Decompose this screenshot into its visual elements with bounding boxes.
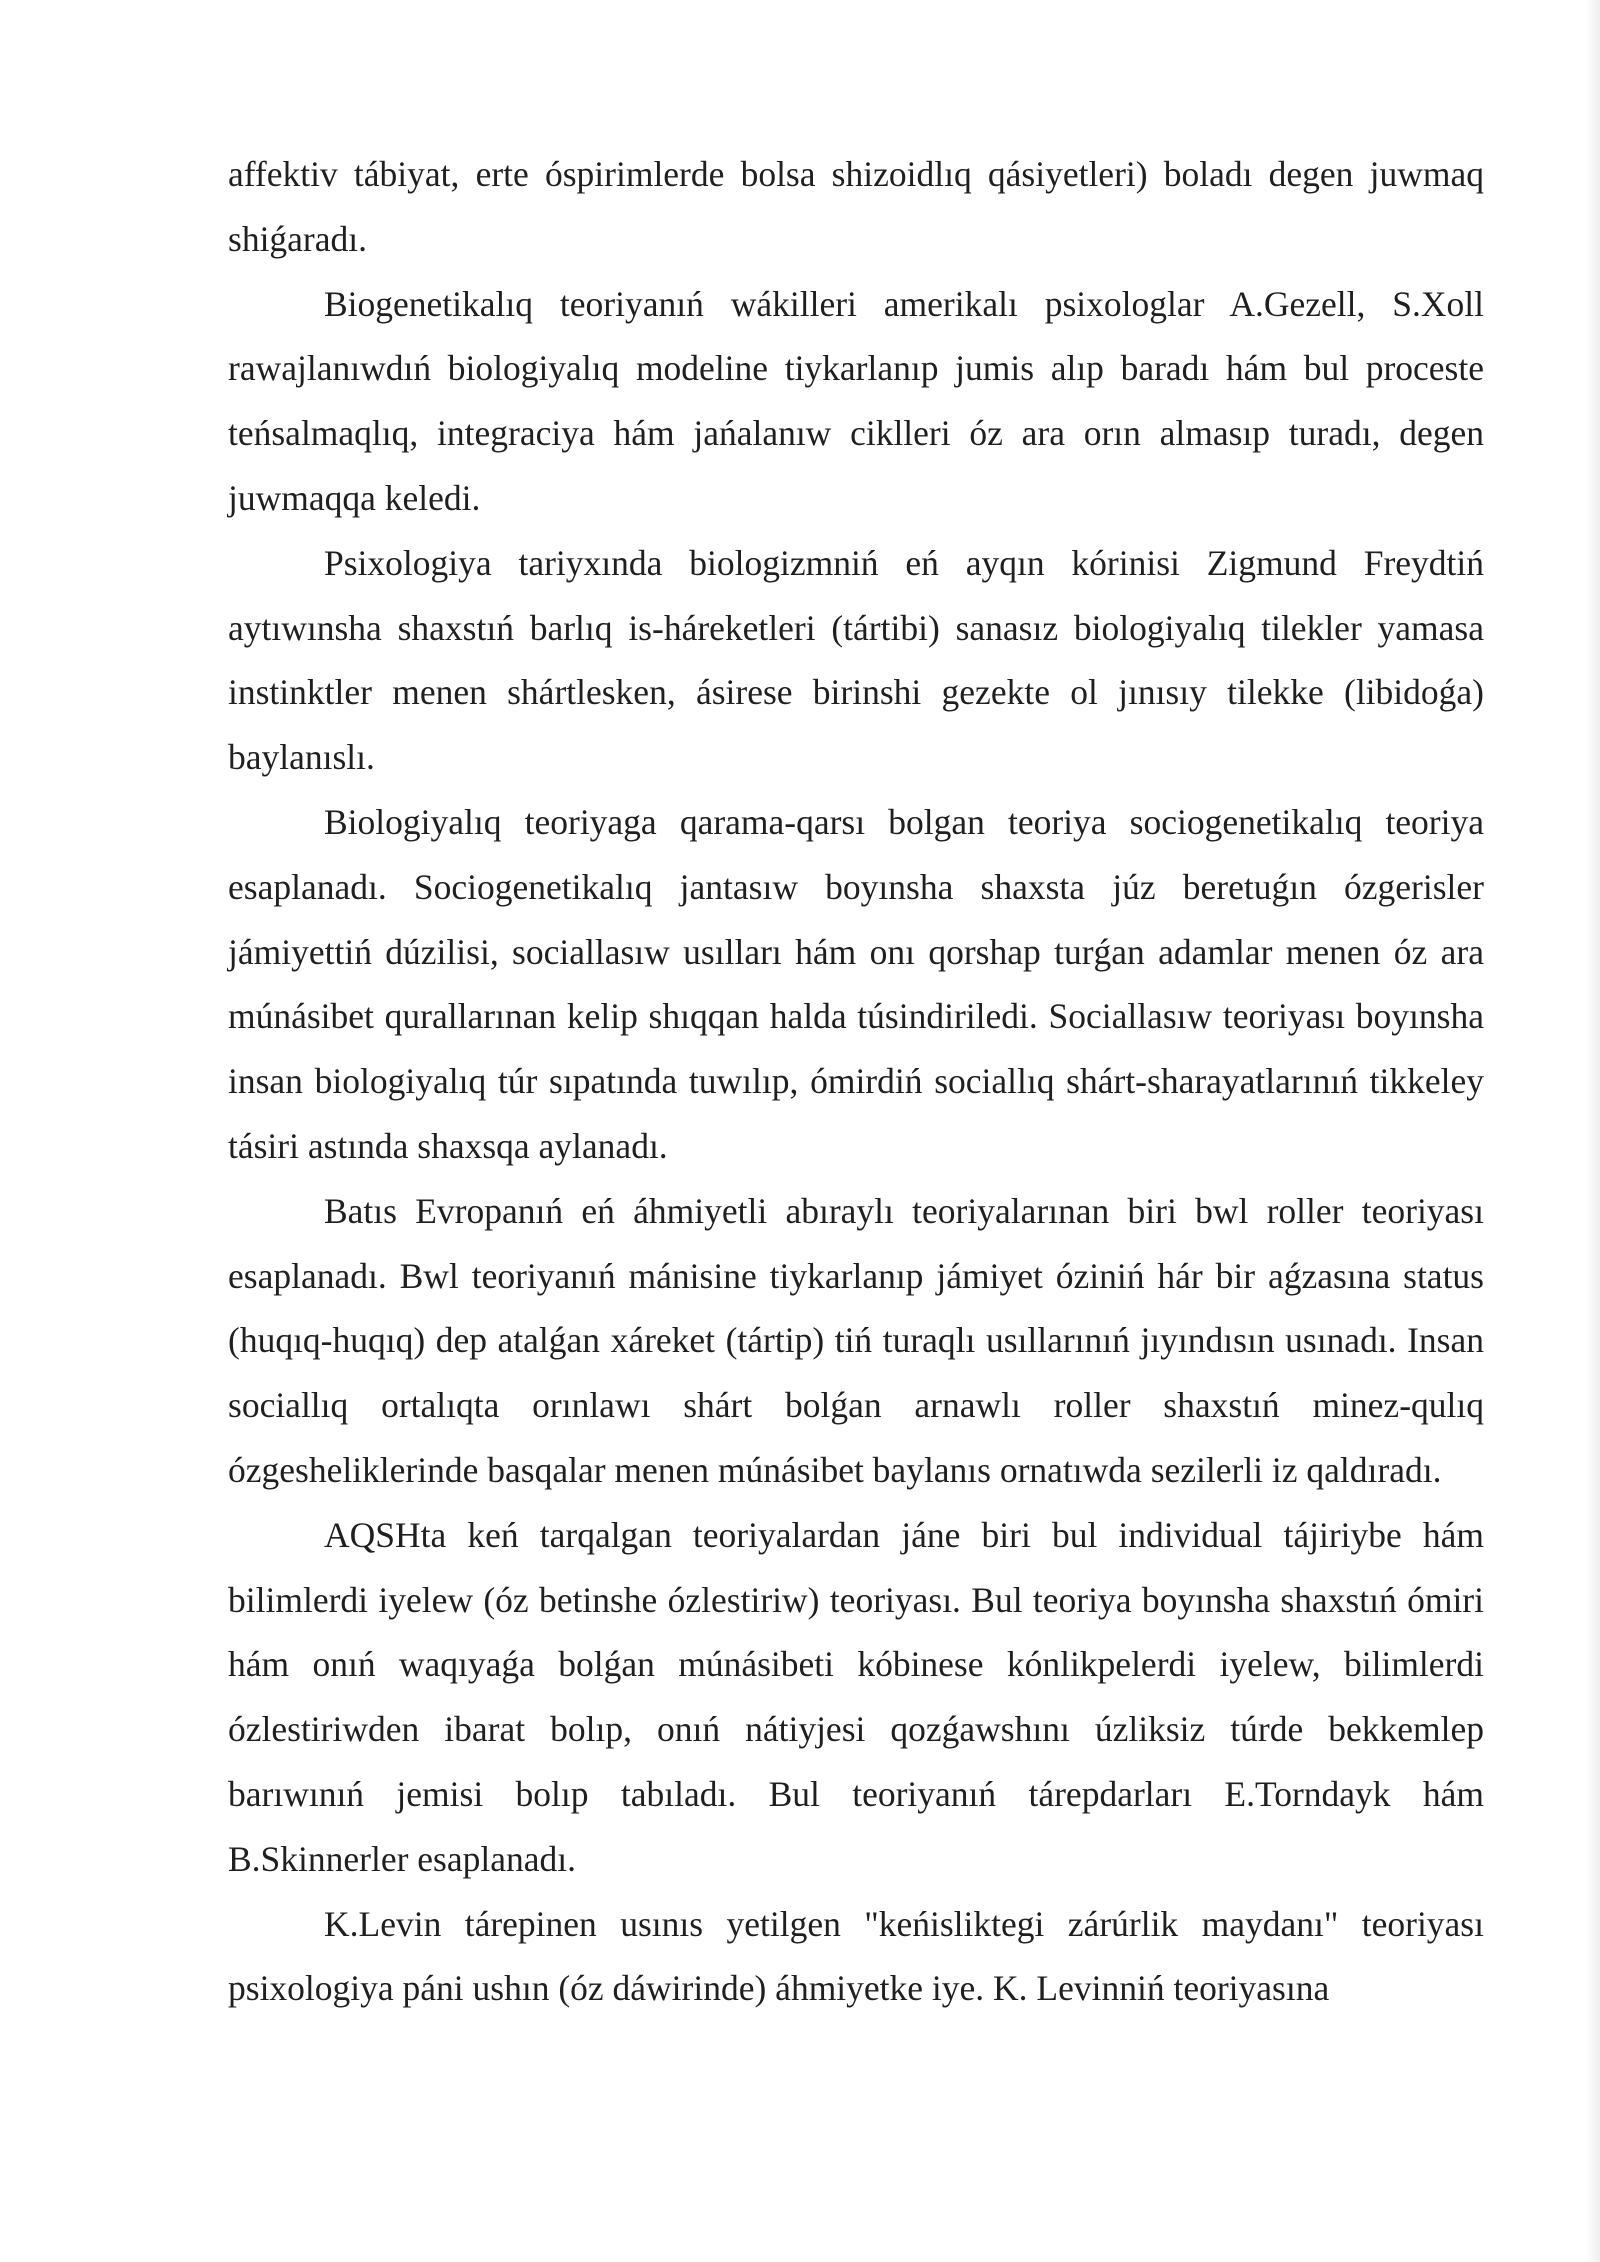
paragraph-2: Biogenetikalıq teoriyanıń wákilleri amerikalı psixologlar A.Gezell, S.Xoll rawajlanıwdıń biologiyalıq modeline tiykarlanıp jumis alıp baradı hám bul proceste teńsalmaqlıq, integraciya hám jańalanıw ciklleri óz ara orın almasıp turadı, degen juwmaqqa keledi. <box>228 283 1484 518</box>
document-body <box>228 142 1484 2021</box>
paragraph-1: affektiv tábiyat, erte óspirimlerde bolsa shizoidlıq qásiyetleri) boladı degen juwmaq shiǵaradı. <box>228 154 1484 259</box>
paragraph-7: K.Levin tárepinen usınıs yetilgen "keńisliktegi zárúrlik maydanı" teoriyası psixologiya páni ushın (óz dáwirinde) áhmiyetke iye. K. Levinniń teoriyasına <box>228 1903 1484 2009</box>
paragraph-4: Biologiyalıq teoriyaga qarama-qarsı bolgan teoriya sociogenetikalıq teoriya esaplanadı. Sociogenetikalıq jantasıw boyınsha shaxsta júz beretuǵın ózgerisler jámiyettiń dúzilisi, sociallasıw usılları hám onı qorshap turǵan adamlar menen óz ara múnásibet qurallarınan kelip shıqqan halda túsindiriledi. Sociallasıw teoriyası boyınsha insan biologiyalıq túr sıpatında tuwılıp, ómirdiń sociallıq shárt-sharayatlarınıń tikkeley tásiri astında shaxsqa aylanadı. <box>228 801 1484 1166</box>
paragraph-3: Psixologiya tariyxında biologizmniń eń ayqın kórinisi Zigmund Freydtiń aytıwınsha shaxstıń barlıq is-háreketleri (tártibi) sanasız biologiyalıq tilekler yamasa instinktler menen shártlesken, ásirese birinshi gezekte ol jınısıy tilekke (libidoǵa) baylanıslı. <box>228 542 1484 778</box>
paragraph-6: AQSHta keń tarqalgan teoriyalardan jáne biri bul individual tájiriybe hám bilimlerdi iyelew (óz betinshe ózlestiriw) teoriyası. Bul teoriya boyınsha shaxstıń ómiri hám onıń waqıyaǵa bolǵan múnásibeti kóbinese kónlikpelerdi iyelew, bilimlerdi ózlestiriwden ibarat bolıp, onıń nátiyjesi qozǵawshını úzliksiz túrde bekkemlep barıwınıń jemisi bolıp tabıladı. Bul teoriyanıń tárepdarları E.Torndayk hám B.Skinnerler esaplanadı. <box>228 1514 1484 1879</box>
page-edge-shadow <box>1586 0 1600 2262</box>
paragraph-5: Batıs Evropanıń eń áhmiyetli abıraylı teoriyalarınan biri bwl roller teoriyası esaplanadı. Bwl teoriyanıń mánisine tiykarlanıp jámiyet óziniń hár bir aǵzasına status (huqıq-huqıq) dep atalǵan xáreket (tártip) tiń turaqlı usıllarınıń jıyındısın usınadı. Insan sociallıq ortalıqta orınlawı shárt bolǵan arnawlı roller shaxstıń minez-qulıq ózgesheliklerinde basqalar menen múnásibet baylanıs ornatıwda sezilerli iz qaldıradı. <box>228 1190 1484 1490</box>
